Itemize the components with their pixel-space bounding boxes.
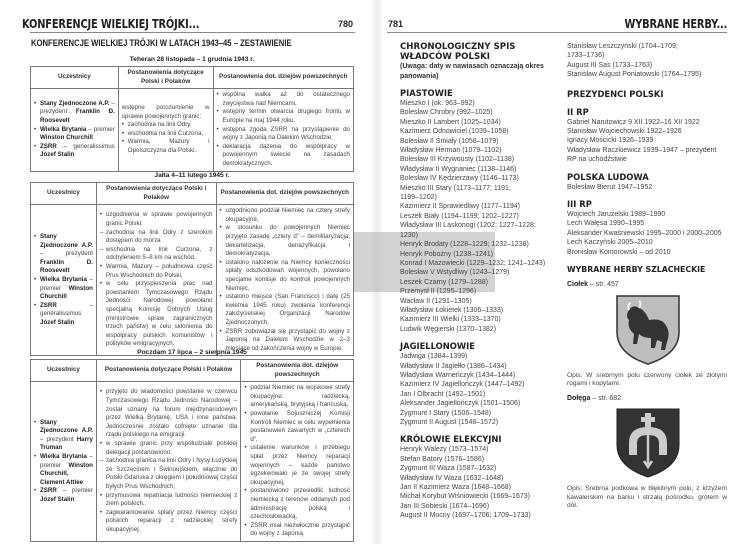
conference-caption: Jałta 4–11 lutego 1945 r. xyxy=(154,172,230,179)
participant-name: Winston Churchill xyxy=(40,284,93,301)
participant-item xyxy=(34,126,115,143)
participant-text xyxy=(40,302,93,328)
participant-country: Wielka Brytania xyxy=(40,125,87,133)
ruler-entry: Władysław Herman (1079–1102) xyxy=(400,147,502,155)
ruler-entry: Władysław III Laskonogi (1202; 1227–1228; xyxy=(400,222,536,230)
president-entry: RP na uchodźstwie xyxy=(567,156,627,164)
participant-country: ZSRR xyxy=(40,301,57,309)
participant-role: – prezydent xyxy=(40,250,93,258)
bullet-icon: • xyxy=(34,142,37,150)
header-rule xyxy=(30,32,355,33)
list-item xyxy=(100,509,237,535)
conference-caption: Teheran 28 listopada – 1 grudnia 1943 r. xyxy=(129,56,255,63)
participant-item xyxy=(34,233,93,276)
list-item-text: ZSRR zobowiązał się przystąpić do wojny z Japonią na Dalekim Wschodzie w 2–3 miesiące od zakończenia wojny w Europie. xyxy=(225,327,350,352)
bullet-icon: • xyxy=(216,125,219,133)
list-item-text: wstępna zgoda ZSRR na przystąpienie do wojny z Japonią na Dalekim Wschodzie, xyxy=(222,125,350,142)
bullet-icon: • xyxy=(34,125,37,133)
list-item xyxy=(122,130,210,139)
list-item xyxy=(122,121,210,130)
president-entry: Władysław Raczkiewicz 1939–1947 – prezydent xyxy=(567,146,717,154)
ruler-entry: Leszek Czarny (1279–1288) xyxy=(400,278,488,286)
participant-country: Stany Zjednoczone A.P. xyxy=(40,232,93,249)
participant-country: Stany Zjednoczone A.P. xyxy=(40,99,110,107)
bullet-icon: • xyxy=(121,121,124,129)
bullet-icon: • xyxy=(121,138,124,146)
bullet-icon: • xyxy=(34,301,37,309)
column-header: Postanowienia dot. dziejów powszechnych xyxy=(241,360,354,382)
ruler-entry: Bolesław II Śmiały (1058–1079) xyxy=(400,137,499,145)
list-title: CHRONOLOGICZNY SPIS WŁADCÓW POLSKI xyxy=(400,42,516,62)
ruler-entry: August II Mocny (1697–1706; 1709–1733) xyxy=(400,512,531,520)
list-item-text: ZSRR miał niezwłocznie przystąpić do wojny z Japonią. xyxy=(250,521,350,538)
bullet-icon: • xyxy=(34,452,37,460)
list-item-text: ustalenie warunków i przebiegu spłat przez Niemcy reparacji wojennych – każde państwo egzekwowało je ze swojej strefy okupacyjnej, xyxy=(250,444,350,486)
table-row xyxy=(31,382,354,542)
list-item-text: zachodnia na linii Odry z szerokim dostępem do morza xyxy=(105,228,213,245)
president-entry: Lech Kaczyński 2005–2010 xyxy=(567,239,653,247)
poland-decisions-cell xyxy=(96,382,240,542)
participant-country: ZSRR xyxy=(40,142,57,150)
participant-text xyxy=(40,453,93,487)
table-row xyxy=(31,205,354,356)
participant-role: – premier xyxy=(40,275,93,292)
list-item-text: w sprawie granic przy współudziale polskiej delegacji postanowiono: xyxy=(105,440,238,456)
participant-item xyxy=(34,487,93,504)
list-item xyxy=(100,440,237,457)
list-item-text: wstępne porozumienie w sprawie powojennych granic: xyxy=(121,104,210,120)
bullet-icon: • xyxy=(99,440,103,448)
ruler-entry: Bolesław Chrobry (992–1025) xyxy=(400,109,493,117)
president-entry: Lech Wałęsa 1990–1995 xyxy=(567,220,645,228)
bullet-icon: • xyxy=(99,491,103,499)
ruler-entry: Kazimierz II Sprawiedliwy (1177–1194) xyxy=(400,203,520,211)
list-item xyxy=(244,487,350,521)
bullet-icon: • xyxy=(244,521,247,529)
participant-name: Harry Truman xyxy=(40,435,93,452)
ruler-entry: Bolesław III Krzywousty (1102–1138) xyxy=(400,156,515,164)
ruler-entry: Władysław Warneńczyk (1434–1444) xyxy=(400,371,516,379)
ruler-entry: Władysław II Jagiełło (1386–1434) xyxy=(400,362,507,370)
participant-role: – premier xyxy=(56,487,93,495)
participant-role: – prezydent xyxy=(40,435,77,443)
ruler-entry: Władysław Łokietek (1306–1333) xyxy=(400,306,504,314)
president-entry: Bronisław Komorowski – od 2010 xyxy=(567,248,671,256)
bullet-icon: • xyxy=(34,418,37,426)
list-item-text: ustalono nałożenie na Niemcy konieczności spłaty odszkodowań wojennych, powołano specjalne komisje do kontroli powojennych Niemiec, xyxy=(225,258,350,292)
participants-cell xyxy=(31,382,97,542)
ruler-entry: August III Sas (1733–1763) xyxy=(567,61,653,69)
ruler-entry: Henryk Pobożny (1238–1241) xyxy=(400,250,494,258)
participant-text xyxy=(40,487,93,504)
ruler-entry: Zygmunt III Waza (1587–1632) xyxy=(400,465,497,473)
list-item xyxy=(100,280,213,349)
participants-cell xyxy=(31,205,97,356)
participant-role: – premier xyxy=(40,452,93,469)
section-title: PIASTOWIE xyxy=(400,88,453,98)
column-header: Uczestnicy xyxy=(31,67,119,89)
participant-country: Wielka Brytania xyxy=(40,452,87,460)
list-item xyxy=(100,388,237,440)
bullet-icon: – xyxy=(99,228,104,236)
list-item xyxy=(217,108,351,125)
list-item-text: wschodnia na linii Curzona, xyxy=(127,129,204,137)
bullet-icon: • xyxy=(244,487,247,495)
participant-country: Wielka Brytania xyxy=(40,275,87,283)
participant-name: Franklin D. Roosevelt xyxy=(40,258,93,275)
column-header: Postanowienia dotyczące Polski i Polaków xyxy=(96,183,216,205)
list-note: (Uwaga: daty w nawiasach oznaczają okres panowania) xyxy=(400,63,544,80)
bullet-icon: • xyxy=(219,258,222,266)
section-title: II RP xyxy=(567,106,589,117)
list-item xyxy=(220,259,351,293)
bullet-icon: • xyxy=(244,444,247,452)
presidents-title: PREZYDENCI POLSKI xyxy=(567,88,664,99)
participant-name: Józef Stalin xyxy=(40,495,75,503)
bullet-icon: – xyxy=(99,457,104,465)
header-rule xyxy=(387,32,727,33)
list-item-text: ustalono miejsce (San Francisco) i datę (25 kwietnia 1945 roku) zwołania konferencji założycielskiej Organizacji Narodów Zjednoczonych, xyxy=(225,293,350,326)
participant-item xyxy=(34,302,93,328)
general-decisions-cell xyxy=(213,89,354,171)
coat-of-arms-description: Opis: Srebrna podkowa w błękitnym polu, z krzyżem kawalerskim na barku i strzałą pośrodku, grotem w dół. xyxy=(567,485,727,510)
ruler-entry: Michał Korybut Wiśniowiecki (1669–1673) xyxy=(400,493,530,501)
ruler-entry: Jan I Olbracht (1492–1501) xyxy=(400,390,486,398)
list-item xyxy=(100,457,237,491)
conference-table xyxy=(30,359,354,542)
list-item xyxy=(100,211,213,228)
coat-of-arms-page: – str. 682 xyxy=(590,394,622,402)
ruler-entry: Przemysł II (1295–1296) xyxy=(400,288,477,296)
bullet-icon: • xyxy=(99,508,103,516)
president-entry: Wojciech Jaruzelski 1989–1990 xyxy=(567,211,666,219)
coat-of-arms-label xyxy=(567,280,727,289)
bullet-icon: • xyxy=(99,211,103,219)
bullet-icon: • xyxy=(244,384,247,392)
coats-of-arms-title: WYBRANE HERBY SZLACHECKIE xyxy=(567,265,706,275)
coat-of-arms-description: Opis: W srebrnym polu czerwony ciołek ze złotymi rogami i kopytami. xyxy=(567,371,727,388)
ruler-entry: Bolesław V Wstydliwy (1243–1279) xyxy=(400,269,510,277)
ruler-entry: Kazimierz III Wielki (1333–1370) xyxy=(400,316,501,324)
participant-item xyxy=(34,143,115,160)
list-item-text: Warmia, Mazury – południowa część Prus Wschodnich do Polski, xyxy=(105,263,213,279)
ruler-entry: Mieszko I (ok. 963–992) xyxy=(400,100,475,107)
bull-shield-icon xyxy=(567,294,727,366)
poland-decisions-cell xyxy=(118,89,213,171)
poland-decisions-cell xyxy=(96,205,216,356)
coat-of-arms-name: Dołęga xyxy=(567,394,591,402)
ruler-entry: Zygmunt II August (1548–1572) xyxy=(400,419,499,426)
participant-role: – generalissimus xyxy=(40,301,93,318)
ruler-entry: Stanisław August Poniatowski (1764–1795) xyxy=(567,71,702,79)
list-item-text: w stosunku do powojennych Niemiec przyjęto zasadę „cztery d” – demilitaryzacja, dekartelizacja, denazyfikacja i demokratyzacja, xyxy=(225,224,350,258)
conference-table xyxy=(30,182,354,356)
ruler-entry: Jan III Sobieski (1674–1696) xyxy=(400,502,490,510)
list-item xyxy=(100,246,213,263)
ruler-entry: Stanisław Leszczyński (1704–1709; xyxy=(567,43,678,50)
list-item xyxy=(244,522,350,539)
participant-text xyxy=(40,143,115,160)
coat-of-arms-name: Ciołek xyxy=(567,281,589,289)
section-title: KRÓLOWIE ELEKCYJNI xyxy=(400,434,502,445)
list-item xyxy=(217,143,351,169)
page-number: 781 xyxy=(388,19,404,29)
coat-of-arms-label xyxy=(567,394,727,403)
list-item xyxy=(220,207,351,224)
list-item-text: wspólna walka aż do ostatecznego zwycięstwa nad Niemcami, xyxy=(222,91,350,107)
list-item xyxy=(220,293,351,327)
list-item xyxy=(244,444,350,487)
ruler-entry: Wacław II (1291–1305) xyxy=(400,297,472,305)
ruler-entry: Stefan Batory (1576–1586) xyxy=(400,455,485,463)
ruler-entry: Aleksander Jagiellończyk (1501–1506) xyxy=(400,400,521,408)
bullet-icon: • xyxy=(216,142,219,150)
ruler-entry: Mieszko III Stary (1173–1177; 1191; xyxy=(400,184,511,192)
list-item-text: przyjęto do wiadomości powstanie w czerwcu Tymczasowego Rządu Jedności Narodowej – został uznany na forum międzynarodowym przez Wielką Brytanię, USA i inne państwa. Jednocześnie zostało cofnięte uznanie dla rządu polskiego na emigracji. xyxy=(105,388,238,439)
bullet-icon: • xyxy=(219,207,222,215)
section-title: POLSKA LUDOWA xyxy=(567,171,649,182)
ruler-entry: 1199–1202) xyxy=(400,194,437,202)
general-decisions-cell xyxy=(216,205,354,356)
page-number: 780 xyxy=(338,19,354,29)
participants-cell xyxy=(31,89,119,171)
ruler-entry: Władysław II Wygnaniec (1138–1146) xyxy=(400,165,517,173)
participant-text xyxy=(40,126,115,143)
bullet-icon: • xyxy=(216,91,219,99)
rulers-column-1 xyxy=(400,42,560,521)
left-page xyxy=(0,0,377,544)
list-item-text: Warmia, Mazury i Opolszczyzna dla Polski. xyxy=(127,138,210,155)
bullet-icon: • xyxy=(219,293,222,301)
participant-role: – generalissimus xyxy=(56,142,115,150)
running-header-title: KONFERENCJE WIELKIEJ TRÓJKI... xyxy=(22,17,200,31)
column-header: Postanowienia dotyczące Polski i Polaków xyxy=(96,360,240,382)
participant-item xyxy=(34,453,93,487)
participant-item xyxy=(34,276,93,302)
participant-name: Winston Churchill xyxy=(40,134,93,142)
participant-name: Franklin D. Roosevelt xyxy=(40,108,115,124)
list-item-text: przymusowa repatriacja ludności niemieckiej z ziem polskich, xyxy=(105,491,238,508)
ruler-entry: Henryk Walezy (1573–1574) xyxy=(400,446,489,454)
list-item xyxy=(100,229,213,246)
participant-country: ZSRR xyxy=(40,487,57,495)
column-header: Uczestnicy xyxy=(31,183,97,205)
president-entry: Stanisław Wojciechowski 1922–1926 xyxy=(567,128,682,136)
president-entry: Ignacy Mościcki 1926–1939 xyxy=(567,137,654,145)
list-item xyxy=(244,384,350,410)
ruler-entry: Kazimierz Odnowiciel (1039–1058) xyxy=(400,128,509,136)
list-item xyxy=(100,492,237,509)
ruler-entry: Jan II Kazimierz Waza (1648–1668) xyxy=(400,484,512,492)
participant-country: Stany Zjednoczone A.P. xyxy=(40,418,93,435)
right-page xyxy=(377,0,755,544)
conference-table xyxy=(30,66,354,172)
column-header: Postanowienia dot. dziejów powszechnych xyxy=(216,183,354,205)
page-title: KONFERENCJE WIELKIEJ TRÓJKI W LATACH 1943–45 – ZESTAWIENIE xyxy=(31,38,292,49)
participant-name: Józef Stalin xyxy=(40,151,75,159)
bullet-icon: • xyxy=(219,224,222,232)
bullet-icon: • xyxy=(34,99,37,107)
list-item xyxy=(122,138,210,155)
ruler-entry: Ludwik Węgierski (1370–1382) xyxy=(400,325,497,333)
list-item-text: postanowiono przesiedlić ludność niemiecką z terenów oddanych pod administrację polską i czechosłowacką, xyxy=(250,487,350,521)
list-item-text: w celu przyspieszenia prac nad powstaniem Tymczasowego Rządu Jedności Narodowej powołano specjalną Komisję Dobrych Usług (ministrowie spraw zagranicznych trzech państw) w celu skłonienia do współpracy polskich komunistów i polityków emigracyjnych. xyxy=(105,280,213,348)
ruler-entry: Zygmunt I Stary (1506–1548) xyxy=(400,409,492,417)
list-item-text: podział Niemiec na wojskowe strefy okupacyjne: radziecką, amerykańską, brytyjską i francuską, xyxy=(250,384,350,409)
participant-text xyxy=(40,100,115,126)
table-row xyxy=(31,89,354,171)
list-item xyxy=(244,410,350,444)
bullet-icon: • xyxy=(34,232,37,240)
list-item-text: zachodnia na linii Odry, xyxy=(127,121,192,129)
ruler-entry: 1230) xyxy=(400,231,418,239)
bullet-icon: • xyxy=(121,129,124,137)
coat-of-arms-page: – str. 457 xyxy=(588,281,619,289)
column-header: Uczestnicy xyxy=(31,360,97,382)
bullet-icon: • xyxy=(34,487,37,495)
list-item-text: wstępny termin otwarcia drugiego frontu w Europie na maj 1944 roku, xyxy=(222,108,350,124)
president-entry: Aleksander Kwaśniewski 1995–2000 i 2000–2005 xyxy=(567,229,722,237)
list-item-text: powołanie Sojuszniczej Komisji Kontroli Niemiec w celu wypełnienia postanowień zawartych w „czterech d”, xyxy=(250,409,350,443)
bullet-icon: • xyxy=(99,263,103,271)
list-item xyxy=(217,91,351,108)
column-header: Postanowienia dotyczące Polski i Polaków xyxy=(118,67,213,89)
table-header-row xyxy=(31,360,354,382)
participant-item xyxy=(34,100,115,126)
table-header-row xyxy=(31,67,354,89)
participant-role: – premier xyxy=(86,125,115,133)
list-item-text: zachodnia granica na linii Odry i Nysy Łużyckiej ze Szczecinem i Świnoujściem, włącznie do Polski Gdańska z okręgiem i południowej części byłych Prus Wschodnich, xyxy=(105,457,238,491)
table-header-row xyxy=(31,183,354,205)
conference-caption: Poczdam 17 lipca – 2 sierpnia 1945 xyxy=(137,349,247,356)
ruler-entry: Mieszko II Lambert (1025–1034) xyxy=(400,118,501,126)
bullet-icon: – xyxy=(99,245,104,253)
list-item-text: uzgodnienia w sprawie powojennych granic Polski: xyxy=(105,211,213,228)
horseshoe-cross-arrow-shield-icon xyxy=(567,407,727,479)
participant-name: Winston Churchill, Clement Attlee xyxy=(40,461,93,486)
rulers-column-2 xyxy=(567,42,727,511)
section-title: III RP xyxy=(567,199,592,210)
bullet-icon: • xyxy=(99,280,103,288)
list-item xyxy=(220,224,351,258)
list-item xyxy=(100,263,213,280)
participant-role: – prezydent xyxy=(40,99,115,116)
list-item-text: deklaracja dążenia do współpracy w powojennym świecie na zasadach demokratycznych. xyxy=(222,142,350,167)
ruler-entry: Jadwiga (1384–1399) xyxy=(400,353,468,361)
ruler-entry: Henryk Brodaty (1228–1229; 1232–1238) xyxy=(400,241,529,249)
list-item xyxy=(217,126,351,143)
column-header: Postanowienia dot. dziejów powszechnych xyxy=(213,67,354,89)
ruler-entry: 1733–1736) xyxy=(567,52,605,60)
running-header-title: WYBRANE HERBY... xyxy=(624,17,727,31)
bullet-icon: • xyxy=(34,275,37,283)
bullet-icon: • xyxy=(99,388,103,396)
participant-text xyxy=(40,276,93,302)
bullet-icon: • xyxy=(244,409,247,417)
list-item-text: wschodnia na linii Curzona, z odchyleniem 5–8 km na wschód, xyxy=(105,245,213,262)
participant-text xyxy=(40,233,93,276)
participant-name: Józef Stalin xyxy=(40,318,75,326)
ruler-entry: Kazimierz IV Jagiellończyk (1447–1492) xyxy=(400,381,525,389)
participant-item xyxy=(34,419,93,453)
ruler-entry: Bolesław IV Kędzierzawy (1146–1173) xyxy=(400,175,519,183)
general-decisions-cell xyxy=(241,382,354,542)
participant-text xyxy=(40,419,93,453)
list-item-text: uzgodniono podział Niemiec na cztery strefy okupacyjne, xyxy=(225,207,350,223)
ruler-entry: Leszek Biały (1194–1199; 1202–1227) xyxy=(400,212,519,220)
ruler-entry: Władysław IV Waza (1632–1648) xyxy=(400,474,504,482)
president-entry: Bolesław Bierut 1947–1952 xyxy=(567,183,653,191)
bullet-icon: • xyxy=(219,327,222,335)
president-entry: Gabriel Narutowicz 9 XII 1922–16 XII 1922 xyxy=(567,118,700,126)
section-title: JAGIELLONOWIE xyxy=(400,341,476,352)
ruler-entry: Konrad I Mazowiecki (1229–1232; 1241–1243) xyxy=(400,259,546,267)
bullet-icon: • xyxy=(216,108,219,116)
list-item-text: zagwarantowanie spłaty przez Niemcy części polskich reparacji z radzieckiej strefy okupacyjnej. xyxy=(105,508,238,533)
list-item xyxy=(122,104,210,121)
